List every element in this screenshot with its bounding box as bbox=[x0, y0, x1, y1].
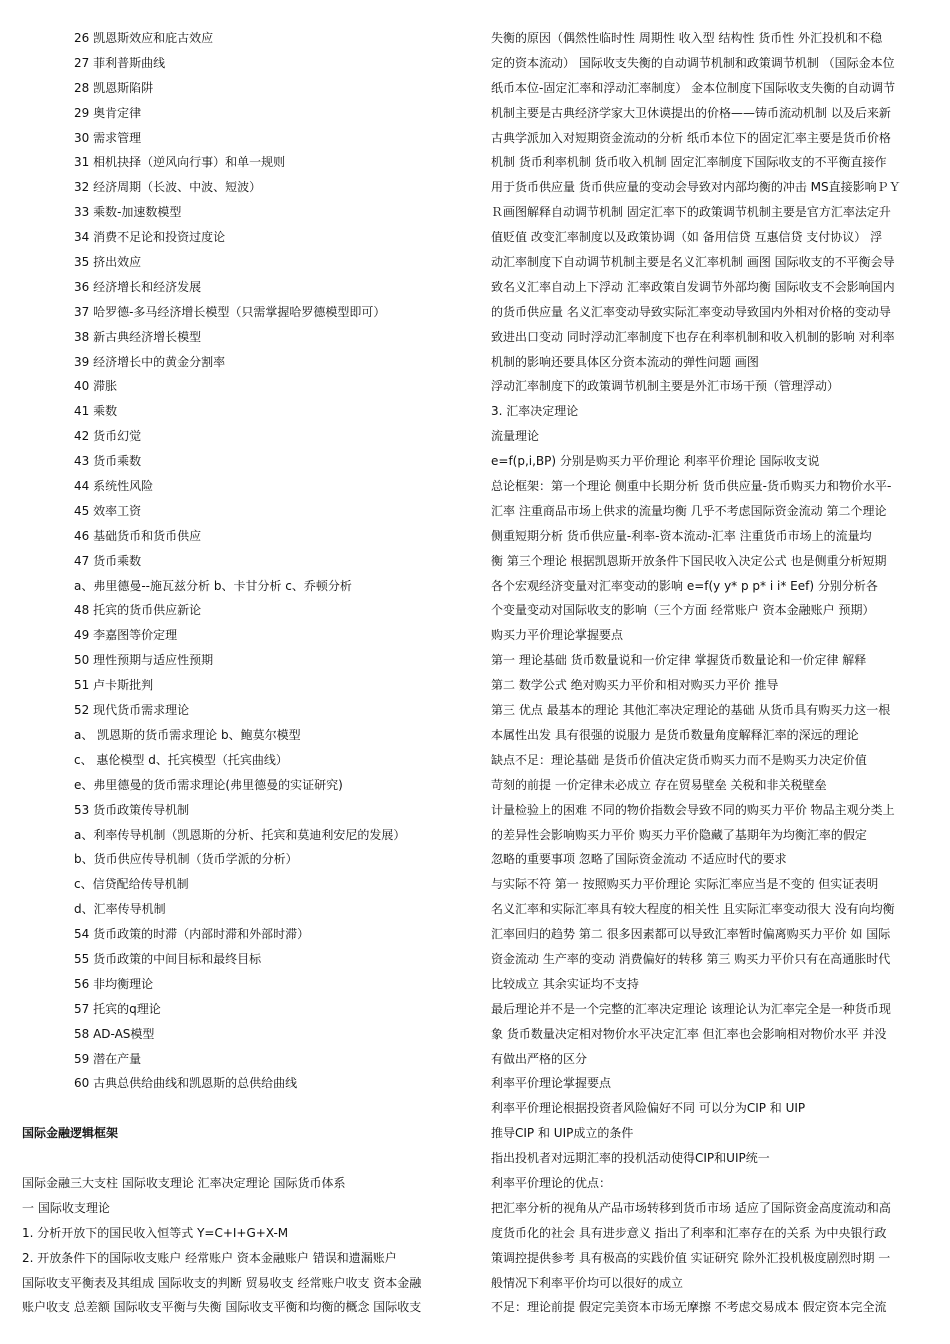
body-line: 利率平价理论的优点： bbox=[491, 1175, 612, 1190]
body-line: 失衡的原因（偶然性临时性 周期性 收入型 结构性 货币性 外汇投机和不稳 bbox=[491, 31, 883, 45]
body-line: 名义汇率和实际汇率具有较大程度的相关性 且实际汇率变动很大 没有向均衡 bbox=[491, 902, 895, 917]
body-line: 计量检验上的困难 不同的物价指数会导致不同的购买力平价 物品主观分类上 bbox=[491, 802, 895, 817]
body-line: e=f(p,i,BP) 分别是购买力平价理论 利率平价理论 国际收支说 bbox=[491, 454, 820, 469]
body-line: 流量理论 bbox=[491, 429, 540, 444]
list-item: 53 货币政策传导机制 bbox=[74, 802, 190, 817]
pillars-line: 国际金融三大支柱 国际收支理论 汇率决定理论 国际货币体系 bbox=[22, 1175, 346, 1190]
list-item: 51 卢卡斯批判 bbox=[74, 678, 154, 693]
list-item: 42 货币幻觉 bbox=[74, 429, 142, 444]
list-item: 49 李嘉图等价定理 bbox=[74, 628, 178, 643]
body-line: Ｒ画图解释自动调节机制 固定汇率下的政策调节机制主要是官方汇率法定升 bbox=[491, 205, 891, 220]
list-item: 36 经济增长和经济发展 bbox=[74, 279, 202, 294]
list-item: 54 货币政策的时滞（内部时滞和外部时滞） bbox=[74, 927, 310, 942]
body-line: 策调控提供参考 具有极高的实践价值 实证研究 除外汇投机极度剧烈时期 一 bbox=[491, 1250, 891, 1265]
list-item: 32 经济周期（长波、中波、短波） bbox=[74, 180, 262, 195]
list-item: 50 理性预期与适应性预期 bbox=[74, 653, 214, 668]
body-line: 第三 优点 最基本的理论 其他汇率决定理论的基础 从货币具有购买力这一根 bbox=[491, 703, 891, 718]
body-line: 国际收支平衡表及其组成 国际收支的判断 贸易收支 经常账户收支 资本金融 bbox=[22, 1275, 422, 1290]
list-item: 43 货币乘数 bbox=[74, 454, 142, 469]
body-line: 古典学派加入对短期资金流动的分析 纸币本位下的固定汇率主要是货币价格 bbox=[491, 130, 891, 145]
list-item: 60 古典总供给曲线和凯恩斯的总供给曲线 bbox=[74, 1076, 298, 1091]
body-line: 致名义汇率自动上下浮动 汇率政策自发调节外部均衡 国际收支不会影响国内 bbox=[491, 279, 895, 294]
list-item: 30 需求管理 bbox=[74, 130, 142, 145]
body-line: 度货币化的社会 具有进步意义 指出了利率和汇率存在的关系 为中央银行政 bbox=[491, 1225, 887, 1240]
list-item: 33 乘数-加速数模型 bbox=[74, 205, 182, 220]
body-line: 第二 数学公式 绝对购买力平价和相对购买力平价 推导 bbox=[491, 678, 779, 693]
body-line: 定的资本流动） 国际收支失衡的自动调节机制和政策调节机制 （国际金本位 bbox=[491, 55, 895, 70]
body-line: 比较成立 其余实证均不支持 bbox=[491, 976, 639, 991]
body-line: 最后理论并不是一个完整的汇率决定理论 该理论认为汇率完全是一种货币现 bbox=[491, 1001, 891, 1016]
body-line: 般情况下利率平价均可以很好的成立 bbox=[491, 1275, 684, 1290]
section-heading: 一 国际收支理论 bbox=[22, 1200, 110, 1215]
body-line: 汇率 注重商品市场上供求的流量均衡 几乎不考虑国际资金流动 第二个理论 bbox=[491, 503, 887, 518]
list-item: 26 凯恩斯效应和庇古效应 bbox=[74, 31, 214, 45]
list-item: 41 乘数 bbox=[74, 404, 118, 419]
list-item: 38 新古典经济增长模型 bbox=[74, 329, 202, 344]
list-item: 52 现代货币需求理论 bbox=[74, 703, 190, 718]
list-item: b、货币供应传导机制（货币学派的分析） bbox=[74, 852, 298, 867]
body-line: 象 货币数量决定相对物价水平决定汇率 但汇率也会影响相对物价水平 并没 bbox=[491, 1026, 887, 1041]
list-item: 40 滞胀 bbox=[74, 379, 118, 394]
body-line: 与实际不符 第一 按照购买力平价理论 实际汇率应当是不变的 但实证表明 bbox=[491, 877, 879, 892]
list-item: 35 挤出效应 bbox=[74, 255, 142, 270]
body-line: 机制的影响还要具体区分资本流动的弹性问题 画图 bbox=[491, 354, 759, 369]
body-line: 侧重短期分析 货币供应量-利率-资本流动-汇率 注重货币市场上的流量均 bbox=[491, 528, 872, 543]
body-line: 致进出口变动 同时浮动汇率制度下也存在利率机制和收入机制的影响 对利率 bbox=[491, 329, 895, 344]
body-line: 把汇率分析的视角从产品市场转移到货币市场 适应了国际资金高度流动和高 bbox=[491, 1200, 891, 1215]
body-line: 汇率回归的趋势 第二 很多因素都可以导致汇率暂时偏离购买力平价 如 国际 bbox=[491, 927, 891, 942]
body-line: 有做出严格的区分 bbox=[491, 1051, 588, 1066]
body-line: 总论框架：第一个理论 侧重中长期分析 货币供应量-货币购买力和物价水平- bbox=[491, 479, 892, 494]
body-line: 1. 分析开放下的国民收入恒等式 Y=C+I+G+X-M bbox=[22, 1225, 289, 1240]
body-line: 指出投机者对远期汇率的投机活动使得CIP和UIP统一 bbox=[491, 1151, 770, 1166]
body-line: 的差异性会影响购买力平价 购买力平价隐藏了基期年为均衡汇率的假定 bbox=[491, 827, 867, 842]
list-item: a、 凯恩斯的货币需求理论 b、鲍莫尔模型 bbox=[74, 727, 301, 742]
body-line: 用于货币供应量 货币供应量的变动会导致对内部均衡的冲击 MS直接影响ＰＹ bbox=[491, 180, 901, 195]
list-item: 57 托宾的q理论 bbox=[74, 1001, 161, 1016]
body-line: 纸币本位-固定汇率和浮动汇率制度） 金本位制度下国际收支失衡的自动调节 bbox=[491, 80, 896, 95]
list-item: e、弗里德曼的货币需求理论(弗里德曼的实证研究) bbox=[74, 777, 343, 792]
body-line: 缺点不足：理论基础 是货币价值决定货币购买力而不是购买力决定价值 bbox=[491, 752, 867, 767]
list-item: 27 菲利普斯曲线 bbox=[74, 55, 166, 70]
right-column bbox=[491, 26, 931, 1320]
body-line: 利率平价理论掌握要点 bbox=[491, 1076, 612, 1091]
left-item-list bbox=[22, 26, 468, 1096]
body-line: 资金流动 生产率的变动 消费偏好的转移 第三 购买力平价只有在高通胀时代 bbox=[491, 951, 891, 966]
body-line: 苛刻的前提 一价定律未必成立 存在贸易壁垒 关税和非关税壁垒 bbox=[491, 777, 827, 792]
list-item: 47 货币乘数 bbox=[74, 553, 142, 568]
list-item: 29 奥肯定律 bbox=[74, 105, 142, 120]
list-item: 56 非均衡理论 bbox=[74, 976, 154, 991]
body-line: 账户收支 总差额 国际收支平衡与失衡 国际收支平衡和均衡的概念 国际收支 bbox=[22, 1300, 422, 1315]
list-item: 37 哈罗德-多马经济增长模型（只需掌握哈罗德模型即可） bbox=[74, 304, 386, 319]
body-line: 动汇率制度下自动调节机制主要是名义汇率机制 画图 国际收支的不平衡会导 bbox=[491, 255, 895, 270]
list-item: d、汇率传导机制 bbox=[74, 902, 166, 917]
body-line: 衡 第三个理论 根据凯恩斯开放条件下国民收入决定公式 也是侧重分析短期 bbox=[491, 553, 887, 568]
body-line: 利率平价理论根据投资者风险偏好不同 可以分为CIP 和 UIP bbox=[491, 1101, 806, 1116]
body-line: 机制 货币利率机制 货币收入机制 固定汇率制度下国际收支的不平衡直接作 bbox=[491, 155, 887, 170]
body-line: 的货币供应量 名义汇率变动导致实际汇率变动导致国内外相对价格的变动导 bbox=[491, 304, 891, 319]
body-line: 各个宏观经济变量对汇率变动的影响 e=f(y y* p p* i i* Eef) 分别分析各 bbox=[491, 578, 878, 593]
spacer bbox=[22, 1096, 468, 1121]
list-item: c、 惠伦模型 d、托宾模型（托宾曲线） bbox=[74, 752, 288, 767]
list-item: a、弗里德曼--施瓦兹分析 b、卡甘分析 c、乔顿分析 bbox=[74, 578, 352, 593]
list-item: 45 效率工资 bbox=[74, 503, 142, 518]
body-line: 忽略的重要事项 忽略了国际资金流动 不适应时代的要求 bbox=[491, 852, 787, 867]
left-column bbox=[22, 26, 468, 1320]
list-item: a、利率传导机制（凯恩斯的分析、托宾和莫迪利安尼的发展） bbox=[74, 827, 406, 842]
list-item: 48 托宾的货币供应新论 bbox=[74, 603, 202, 618]
body-line: 3. 汇率决定理论 bbox=[491, 404, 579, 419]
body-line: 浮动汇率制度下的政策调节机制主要是外汇市场干预（管理浮动） bbox=[491, 379, 840, 394]
spacer bbox=[22, 1146, 468, 1171]
body-line: 不足：理论前提 假定完美资本市场无摩擦 不考虑交易成本 假定资本完全流 bbox=[491, 1300, 887, 1315]
list-item: 55 货币政策的中间目标和最终目标 bbox=[74, 951, 262, 966]
body-line: 机制主要是古典经济学家大卫休谟提出的价格——铸币流动机制 以及后来新 bbox=[491, 105, 891, 120]
list-item: 31 相机抉择（逆风向行事）和单一规则 bbox=[74, 155, 286, 170]
list-item: 39 经济增长中的黄金分割率 bbox=[74, 354, 226, 369]
body-line: 第一 理论基础 货币数量说和一价定律 掌握货币数量论和一价定律 解释 bbox=[491, 653, 867, 668]
body-line: 值贬值 改变汇率制度以及政策协调（如 备用信贷 互惠信贷 支付协议） 浮 bbox=[491, 230, 883, 245]
section-title: 国际金融逻辑框架 bbox=[22, 1126, 119, 1141]
list-item: 28 凯恩斯陷阱 bbox=[74, 80, 154, 95]
body-line: 推导CIP 和 UIP成立的条件 bbox=[491, 1126, 634, 1141]
list-item: 58 AD-AS模型 bbox=[74, 1026, 155, 1041]
body-line: 购买力平价理论掌握要点 bbox=[491, 628, 624, 643]
list-item: c、信贷配给传导机制 bbox=[74, 877, 189, 892]
list-item: 46 基础货币和货币供应 bbox=[74, 528, 202, 543]
list-item: 44 系统性风险 bbox=[74, 479, 154, 494]
body-line: 2. 开放条件下的国际收支账户 经常账户 资本金融账户 错误和遗漏账户 bbox=[22, 1250, 397, 1265]
body-line: 个变量变动对国际收支的影响（三个方面 经常账户 资本金融账户 预期） bbox=[491, 603, 875, 618]
list-item: 59 潜在产量 bbox=[74, 1051, 142, 1066]
list-item: 34 消费不足论和投资过度论 bbox=[74, 230, 226, 245]
body-line: 本属性出发 具有很强的说服力 是货币数量角度解释汇率的深远的理论 bbox=[491, 727, 859, 742]
